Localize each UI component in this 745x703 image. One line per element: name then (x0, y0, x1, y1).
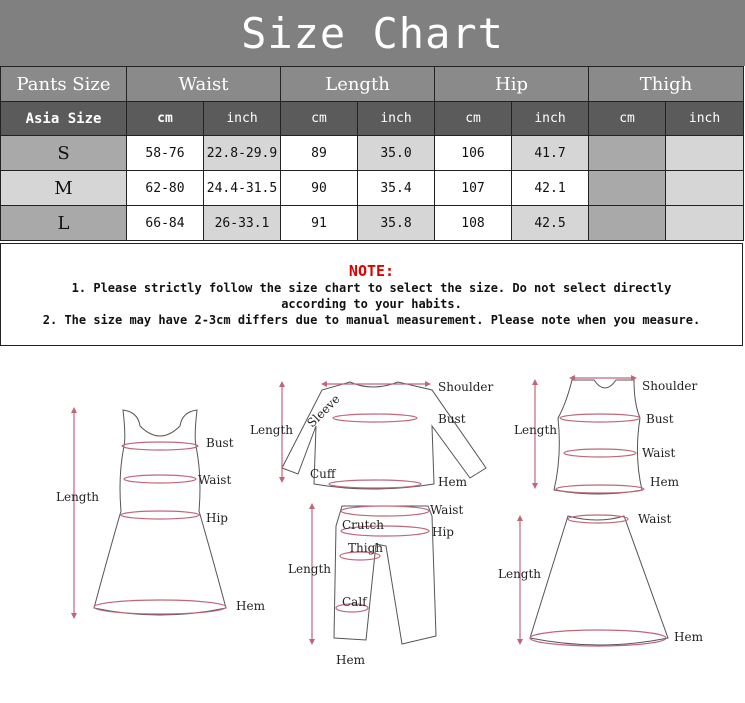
unit-cell: inch (666, 102, 744, 136)
table-cell (589, 206, 666, 241)
table-cell: 89 (281, 136, 358, 171)
unit-row (1, 102, 744, 136)
pants-size-header: Pants Size (1, 67, 127, 102)
table-cell: 35.8 (358, 206, 435, 241)
unit-cell: inch (204, 102, 281, 136)
skirt-length-label: Length (498, 567, 542, 581)
table-row (1, 171, 744, 206)
vest-shoulder-label: Shoulder (642, 379, 698, 393)
table-cell: 91 (281, 206, 358, 241)
table-cell: 108 (435, 206, 512, 241)
table-cell: 26-33.1 (204, 206, 281, 241)
top-hem-label: Hem (438, 475, 467, 489)
pants-calf-label: Calf (342, 595, 367, 609)
dress-length-label: Length (56, 490, 100, 504)
note-line-2: 2. The size may have 2-3cm differs due to manual measurement. Please note when you measure. (42, 313, 701, 327)
table-row (1, 206, 744, 241)
vest-hem-label: Hem (650, 475, 679, 489)
table-cell: 24.4-31.5 (204, 171, 281, 206)
vest-length-label: Length (514, 423, 558, 437)
top-bust-label: Bust (438, 412, 466, 426)
skirt-waist-label: Waist (638, 512, 672, 526)
unit-cell: cm (435, 102, 512, 136)
asia-size-header: Asia Size (1, 102, 127, 136)
table-cell: 58-76 (127, 136, 204, 171)
length-header: Length (281, 67, 435, 102)
note-box (0, 243, 743, 346)
table-cell: 35.0 (358, 136, 435, 171)
unit-cell: inch (358, 102, 435, 136)
table-cell: 42.1 (512, 171, 589, 206)
skirt-figure (530, 516, 668, 645)
note-heading: NOTE: (348, 262, 395, 280)
header-row (1, 67, 744, 102)
unit-cell: cm (127, 102, 204, 136)
size-cell: L (1, 206, 127, 241)
hip-header: Hip (435, 67, 589, 102)
table-cell: 107 (435, 171, 512, 206)
size-table (0, 66, 744, 241)
dress-waist-label: Waist (198, 473, 232, 487)
note-line-1-cont: according to your habits. (281, 297, 462, 311)
dress-hem-label: Hem (236, 599, 265, 613)
pants-length-label: Length (288, 562, 332, 576)
note-line-1: 1. Please strictly follow the size chart to select the size. Do not select directly (71, 281, 672, 295)
pants-hip-label: Hip (432, 525, 454, 539)
table-cell: 62-80 (127, 171, 204, 206)
size-cell: S (1, 136, 127, 171)
thigh-header: Thigh (589, 67, 744, 102)
table-cell: 106 (435, 136, 512, 171)
vest-figure (554, 380, 642, 494)
table-cell (589, 171, 666, 206)
table-row (1, 136, 744, 171)
table-cell: 41.7 (512, 136, 589, 171)
top-length-label: Length (250, 423, 294, 437)
table-cell: 66-84 (127, 206, 204, 241)
dress-bust-label: Bust (206, 436, 234, 450)
page-title: Size Chart (0, 0, 745, 66)
unit-cell: inch (512, 102, 589, 136)
skirt-hem-label: Hem (674, 630, 703, 644)
table-cell: 42.5 (512, 206, 589, 241)
dress-hip-label: Hip (206, 511, 228, 525)
pants-hem-label: Hem (336, 653, 365, 667)
pants-crutch-label: Crutch (342, 518, 384, 532)
table-cell: 35.4 (358, 171, 435, 206)
table-cell (666, 136, 744, 171)
top-cuff-label: Cuff (310, 467, 336, 481)
top-shoulder-label: Shoulder (438, 380, 494, 394)
table-cell (666, 206, 744, 241)
pants-thigh-label: Thigh (348, 541, 383, 555)
pants-waist-label: Waist (430, 503, 464, 517)
table-cell: 22.8-29.9 (204, 136, 281, 171)
unit-cell: cm (281, 102, 358, 136)
waist-header: Waist (127, 67, 281, 102)
top-sleeve-label: Sleeve (304, 391, 343, 431)
size-cell: M (1, 171, 127, 206)
table-cell (589, 136, 666, 171)
table-cell: 90 (281, 171, 358, 206)
vest-bust-label: Bust (646, 412, 674, 426)
unit-cell: cm (589, 102, 666, 136)
measurement-diagram (0, 346, 745, 703)
table-cell (666, 171, 744, 206)
vest-waist-label: Waist (642, 446, 676, 460)
